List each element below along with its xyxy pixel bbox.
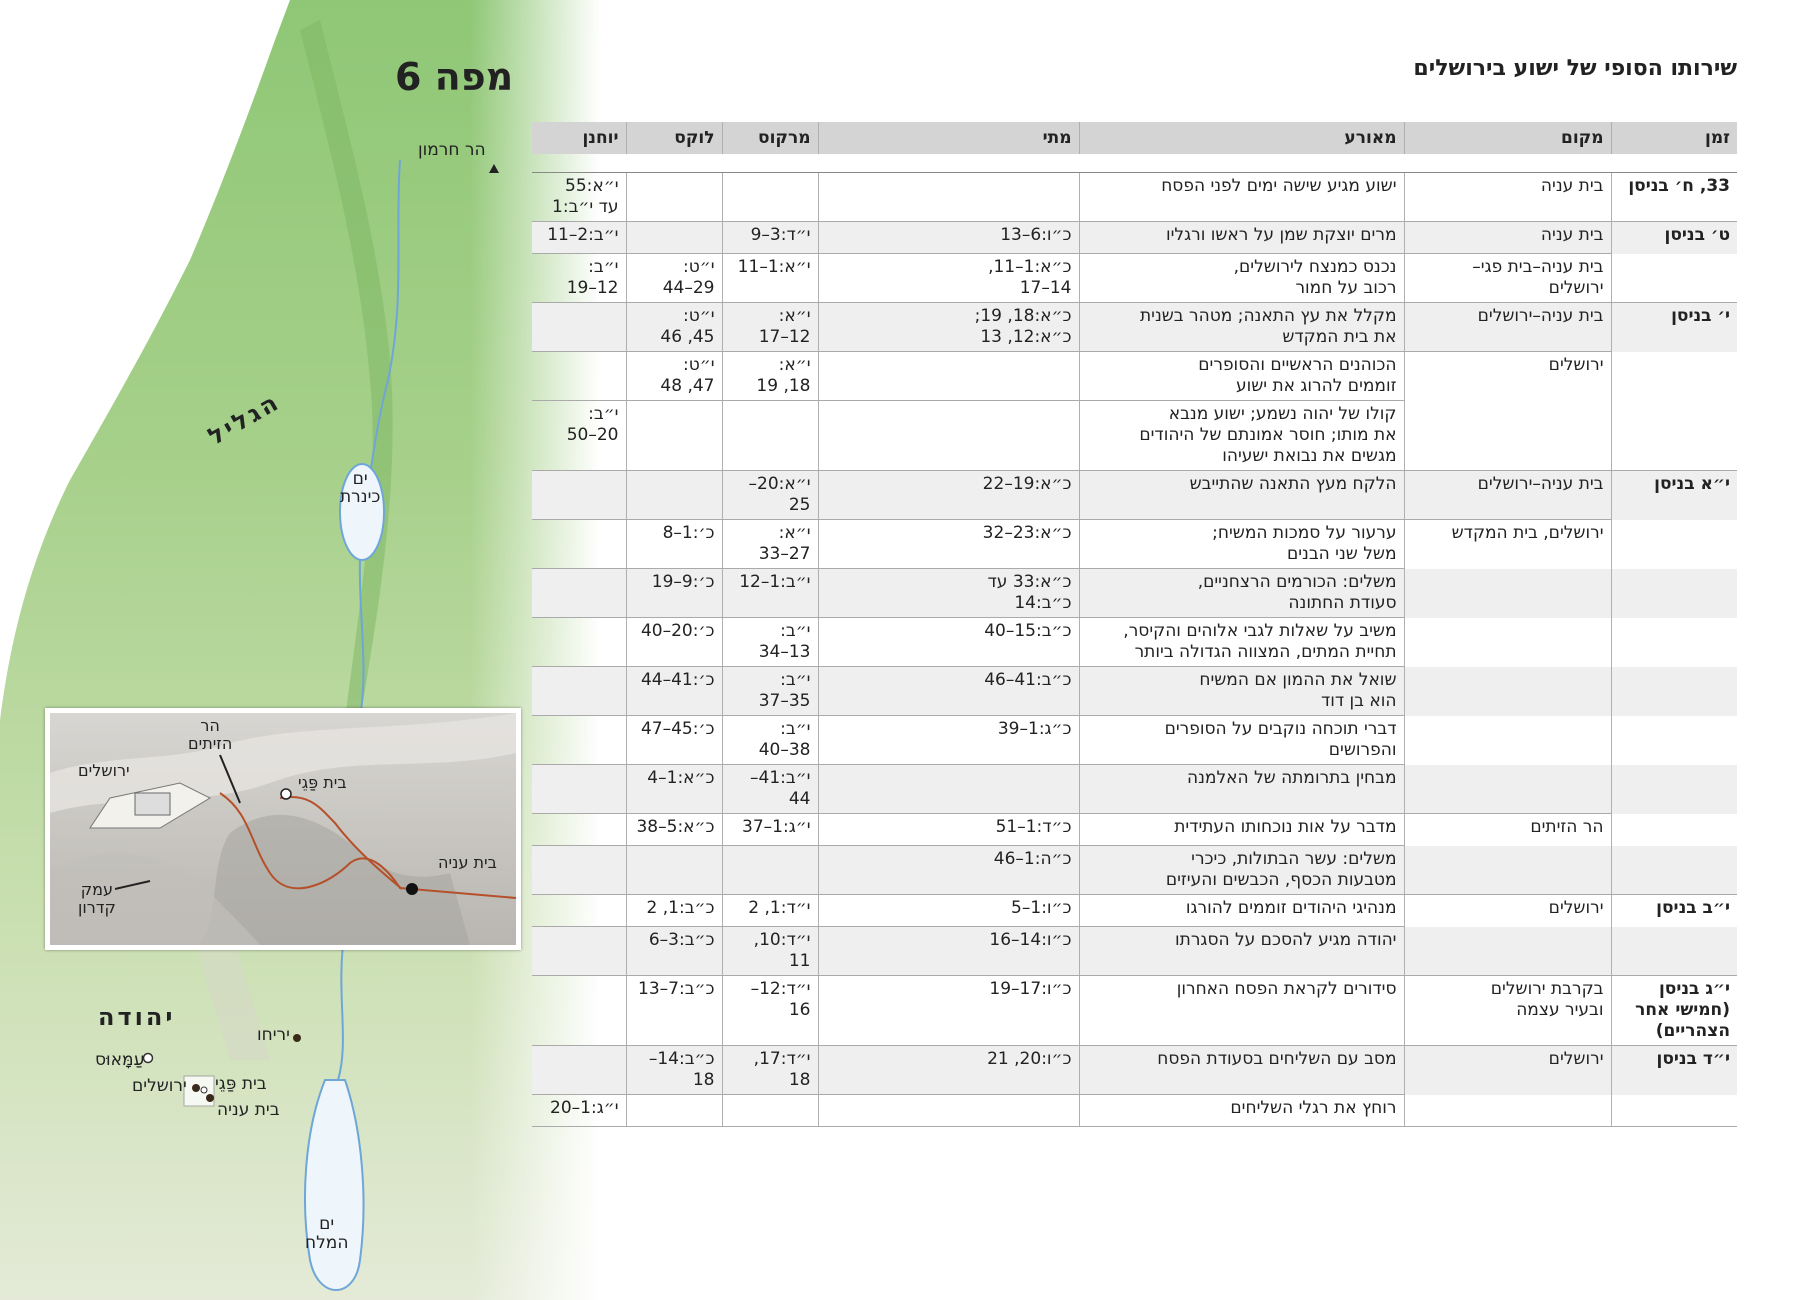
header-event: מאורע — [1079, 122, 1404, 154]
label-galil: הגליל — [203, 387, 286, 451]
cell-luke: כ׳:9–19 — [626, 569, 722, 618]
label-hermon: הר חרמון — [418, 140, 486, 160]
cell-john — [532, 471, 626, 520]
cell-date — [1611, 846, 1737, 895]
cell-john — [532, 765, 626, 814]
cell-place: בית עניה–ירושלים — [1404, 303, 1611, 352]
inset-label-beit-pagi: בית פַּגֵי — [298, 773, 347, 792]
header-matthew: מתי — [818, 122, 1079, 154]
cell-mark — [722, 846, 818, 895]
cell-mark: י״א:20–25 — [722, 471, 818, 520]
page-title: שירותו הסופי של ישוע בירושלים — [1413, 56, 1737, 81]
cell-event: רוחץ את רגלי השליחים — [1079, 1095, 1404, 1127]
table-row — [532, 471, 1737, 520]
cell-luke — [626, 1095, 722, 1127]
cell-mark: י״ד:12–16 — [722, 976, 818, 1046]
cell-luke: י״ט: 45, 46 — [626, 303, 722, 352]
cell-john: י״ב: 12–19 — [532, 254, 626, 303]
cell-matthew: כ״ו:17–19 — [818, 976, 1079, 1046]
cell-luke — [626, 222, 722, 254]
cell-luke: כ״ב:3–6 — [626, 927, 722, 976]
beit-pagi-dot-icon — [201, 1087, 207, 1093]
header-date: זמן — [1611, 122, 1737, 154]
cell-john — [532, 303, 626, 352]
cell-mark: י״ב:1–12 — [722, 569, 818, 618]
cell-date — [1611, 765, 1737, 814]
label-jerusalem: ירושלים — [132, 1076, 187, 1096]
cell-event: סידורים לקראת הפסח האחרון — [1079, 976, 1404, 1046]
table-row — [532, 173, 1737, 222]
table-row — [532, 765, 1737, 814]
inset-map — [45, 708, 521, 950]
cell-matthew: כ״א:33 עד כ״ב:14 — [818, 569, 1079, 618]
cell-luke: י״ט: 29–44 — [626, 254, 722, 303]
cell-mark — [722, 401, 818, 471]
cell-john: י״ב:2–11 — [532, 222, 626, 254]
cell-matthew: כ״ו:14–16 — [818, 927, 1079, 976]
schedule-table — [532, 122, 1737, 1127]
cell-john — [532, 520, 626, 569]
cell-event: מקלל את עץ התאנה; מטהר בשנית את בית המקדש — [1079, 303, 1404, 352]
cell-john — [532, 352, 626, 401]
cell-event: הלקח מעץ התאנה שהתייבש — [1079, 471, 1404, 520]
cell-date: י״ב בניסן — [1656, 898, 1730, 918]
cell-john — [532, 667, 626, 716]
label-beit-pagi: בית פַּגֵי — [215, 1074, 267, 1094]
table-row — [532, 222, 1737, 254]
inset-terrain — [50, 713, 516, 945]
cell-mark: י״ב: 13–34 — [722, 618, 818, 667]
cell-matthew — [818, 401, 1079, 471]
cell-mark — [722, 1095, 818, 1127]
table-row — [532, 814, 1737, 846]
inset-label-beit-anya: בית עניה — [438, 853, 497, 872]
table-row — [532, 1095, 1737, 1127]
cell-luke: כ״א:1–4 — [626, 765, 722, 814]
cell-matthew: כ״ו:1–5 — [818, 895, 1079, 927]
cell-place: בית עניה–בית פגי– ירושלים — [1404, 254, 1611, 303]
cell-matthew: כ״ב:41–46 — [818, 667, 1079, 716]
table-row — [532, 976, 1737, 1046]
cell-john — [532, 895, 626, 927]
cell-place — [1404, 1095, 1611, 1127]
label-dead-sea: ים המלח — [305, 1214, 349, 1253]
cell-place: בקרבת ירושלים ובעיר עצמה — [1404, 976, 1611, 1046]
cell-event: דברי תוכחה נוקבים על הסופרים והפרושים — [1079, 716, 1404, 765]
cell-mark: י״א: 27–33 — [722, 520, 818, 569]
cell-mark: י״ד:10, 11 — [722, 927, 818, 976]
cell-date — [1611, 618, 1737, 667]
table-body — [532, 154, 1737, 1127]
cell-mark: י״ד:3–9 — [722, 222, 818, 254]
label-yehuda: יהודה — [98, 1003, 176, 1031]
cell-date: י׳ בניסן — [1611, 303, 1737, 352]
map-title: מפה 6 — [395, 55, 514, 99]
table-row — [532, 1046, 1737, 1095]
cell-place — [1404, 846, 1611, 895]
inset-label-har-hazeitim: הר הזיתים — [188, 716, 233, 753]
cell-place — [1404, 618, 1611, 667]
cell-place: ירושלים — [1404, 1046, 1611, 1095]
cell-event: ערעור על סמכות המשיח; משל שני הבנים — [1079, 520, 1404, 569]
cell-luke: כ״ב:14–18 — [626, 1046, 722, 1095]
cell-mark: י״א: 18, 19 — [722, 352, 818, 401]
cell-mark: י״ב: 38–40 — [722, 716, 818, 765]
cell-matthew: כ״ג:1–39 — [818, 716, 1079, 765]
table-header-row — [532, 122, 1737, 154]
cell-matthew — [818, 173, 1079, 222]
cell-mark: י״ד:17, 18 — [722, 1046, 818, 1095]
cell-matthew — [818, 352, 1079, 401]
cell-matthew: כ״א:19–22 — [818, 471, 1079, 520]
cell-place: ירושלים — [1404, 352, 1611, 401]
cell-event: יהודה מגיע להסכם על הסגרתו — [1079, 927, 1404, 976]
cell-luke — [626, 471, 722, 520]
table-row — [532, 254, 1737, 303]
cell-event: ישוע מגיע שישה ימים לפני הפסח — [1079, 173, 1404, 222]
label-kinneret: ים כינרת — [340, 469, 381, 507]
cell-matthew: כ״ו:20, 21 — [818, 1046, 1079, 1095]
cell-matthew: כ״א:1–11, 14–17 — [818, 254, 1079, 303]
jerusalem-dot-icon — [192, 1084, 200, 1092]
table-row — [532, 401, 1737, 471]
cell-mark — [722, 173, 818, 222]
cell-event: מנהיגי היהודים זוממים להורגו — [1079, 895, 1404, 927]
cell-date: י״ד בניסן — [1611, 1046, 1737, 1095]
cell-mark: י״א:1–11 — [722, 254, 818, 303]
cell-matthew: כ״א:23–32 — [818, 520, 1079, 569]
inset-temple — [135, 793, 170, 815]
cell-john — [532, 814, 626, 846]
emmaus-dot-icon — [144, 1054, 153, 1063]
cell-date — [1611, 927, 1737, 976]
header-mark: מרקוס — [722, 122, 818, 154]
cell-place: הר הזיתים — [1404, 814, 1611, 846]
cell-luke — [626, 401, 722, 471]
cell-john — [532, 569, 626, 618]
cell-date — [1611, 569, 1737, 618]
cell-event: קולו של יהוה נשמע; ישוע מנבא את מותו; חוסר אמונתם של היהודים מגשים את נבואת ישעיהו — [1079, 401, 1404, 471]
cell-mark: י״ג:1–37 — [722, 814, 818, 846]
beit-anya-dot-icon — [206, 1094, 214, 1102]
cell-luke: י״ט: 47, 48 — [626, 352, 722, 401]
cell-place — [1404, 569, 1611, 618]
label-yericho: יריחו — [257, 1025, 290, 1045]
cell-place — [1404, 716, 1611, 765]
cell-event: נכנס כמנצח לירושלים, רכוב על חמור — [1079, 254, 1404, 303]
cell-luke — [626, 846, 722, 895]
inset-label-kidron: עמק קדרון — [78, 880, 116, 917]
cell-place — [1404, 401, 1611, 471]
header-luke: לוקס — [626, 122, 722, 154]
table-row — [532, 352, 1737, 401]
table-row — [532, 716, 1737, 765]
cell-john — [532, 846, 626, 895]
jericho-dot-icon — [293, 1034, 301, 1042]
cell-date — [1611, 352, 1737, 401]
cell-event: משלים: עשר הבתולות, כיכרי מטבעות הכסף, הכבשים והעיזים — [1079, 846, 1404, 895]
inset-beit-anya-icon — [406, 883, 418, 895]
cell-luke: כ״ב:1, 2 — [626, 895, 722, 927]
cell-luke: כ׳:45–47 — [626, 716, 722, 765]
cell-place: בית עניה — [1404, 222, 1611, 254]
table-row — [532, 618, 1737, 667]
table-row — [532, 520, 1737, 569]
cell-place: בית עניה — [1404, 173, 1611, 222]
cell-matthew: כ״ו:6–13 — [818, 222, 1079, 254]
cell-john: י״א:55 עד י״ב:1 — [532, 173, 626, 222]
cell-luke: כ״א:5–38 — [626, 814, 722, 846]
cell-mark: י״א: 12–17 — [722, 303, 818, 352]
cell-matthew: כ״ד:1–51 — [818, 814, 1079, 846]
table-row — [532, 927, 1737, 976]
cell-john — [532, 927, 626, 976]
cell-date: י״ג בניסן (חמישי אחר הצהריים) — [1611, 976, 1737, 1046]
cell-date — [1611, 814, 1737, 846]
cell-john — [532, 618, 626, 667]
table-row — [532, 895, 1737, 927]
header-place: מקום — [1404, 122, 1611, 154]
cell-date: ט׳ בניסן — [1611, 222, 1737, 254]
cell-place — [1404, 927, 1611, 976]
cell-mark: י״ב:41–44 — [722, 765, 818, 814]
cell-date: 33, ח׳ בניסן — [1611, 173, 1737, 222]
cell-matthew: כ״א:18, 19; כ״א:12, 13 — [818, 303, 1079, 352]
cell-mark: י״ב: 35–37 — [722, 667, 818, 716]
cell-luke: כ׳:20–40 — [626, 618, 722, 667]
cell-event: מסב עם השליחים בסעודת הפסח — [1079, 1046, 1404, 1095]
table-row — [532, 667, 1737, 716]
cell-luke: כ׳:41–44 — [626, 667, 722, 716]
cell-matthew — [818, 1095, 1079, 1127]
table-row — [532, 846, 1737, 895]
cell-john — [532, 976, 626, 1046]
cell-matthew: כ״ב:15–40 — [818, 618, 1079, 667]
cell-event: שואל את ההמון אם המשיח הוא בן דוד — [1079, 667, 1404, 716]
relief-map — [0, 0, 600, 1300]
cell-date — [1611, 401, 1737, 471]
table-row — [532, 569, 1737, 618]
cell-luke: כ״ב:7–13 — [626, 976, 722, 1046]
cell-date — [1611, 1095, 1737, 1127]
cell-date — [1611, 716, 1737, 765]
cell-place: בית עניה–ירושלים — [1404, 471, 1611, 520]
cell-matthew: כ״ה:1–46 — [818, 846, 1079, 895]
cell-john — [532, 716, 626, 765]
cell-event: משיב על שאלות לגבי אלוהים והקיסר, תחיית המתים, המצווה הגדולה ביותר — [1079, 618, 1404, 667]
inset-beit-pagi-icon — [281, 789, 291, 799]
cell-date — [1611, 254, 1737, 303]
cell-place — [1404, 667, 1611, 716]
cell-mark: י״ד:1, 2 — [722, 895, 818, 927]
cell-luke: כ׳:1–8 — [626, 520, 722, 569]
cell-event: מרים יוצקת שמן על ראשו ורגליו — [1079, 222, 1404, 254]
header-john: יוחנן — [532, 122, 626, 154]
table-row — [532, 303, 1737, 352]
cell-place — [1404, 765, 1611, 814]
relief-map-graphic — [0, 0, 600, 1300]
cell-event: משלים: הכורמים הרצחניים, סעודת החתונה — [1079, 569, 1404, 618]
cell-date: י״א בניסן — [1611, 471, 1737, 520]
label-emmaus: עַמָּאוּס — [95, 1050, 145, 1070]
cell-john — [532, 1046, 626, 1095]
cell-event: הכוהנים הראשיים והסופרים זוממים להרוג את ישוע — [1079, 352, 1404, 401]
cell-place: ירושלים, בית המקדש — [1404, 520, 1611, 569]
label-beit-anya: בית עניה — [217, 1100, 280, 1120]
cell-event: מבחין בתרומתה של האלמנה — [1079, 765, 1404, 814]
cell-event: מדבר על אות נוכחותו העתידית — [1079, 814, 1404, 846]
table-gap-row — [532, 154, 1737, 173]
cell-luke — [626, 173, 722, 222]
inset-label-jerusalem: ירושלים — [78, 761, 130, 780]
cell-matthew — [818, 765, 1079, 814]
cell-place: ירושלים — [1404, 895, 1611, 927]
cell-date — [1611, 667, 1737, 716]
cell-john: י״ב: 20–50 — [532, 401, 626, 471]
cell-john: י״ג:1–20 — [532, 1095, 626, 1127]
cell-date — [1611, 520, 1737, 569]
